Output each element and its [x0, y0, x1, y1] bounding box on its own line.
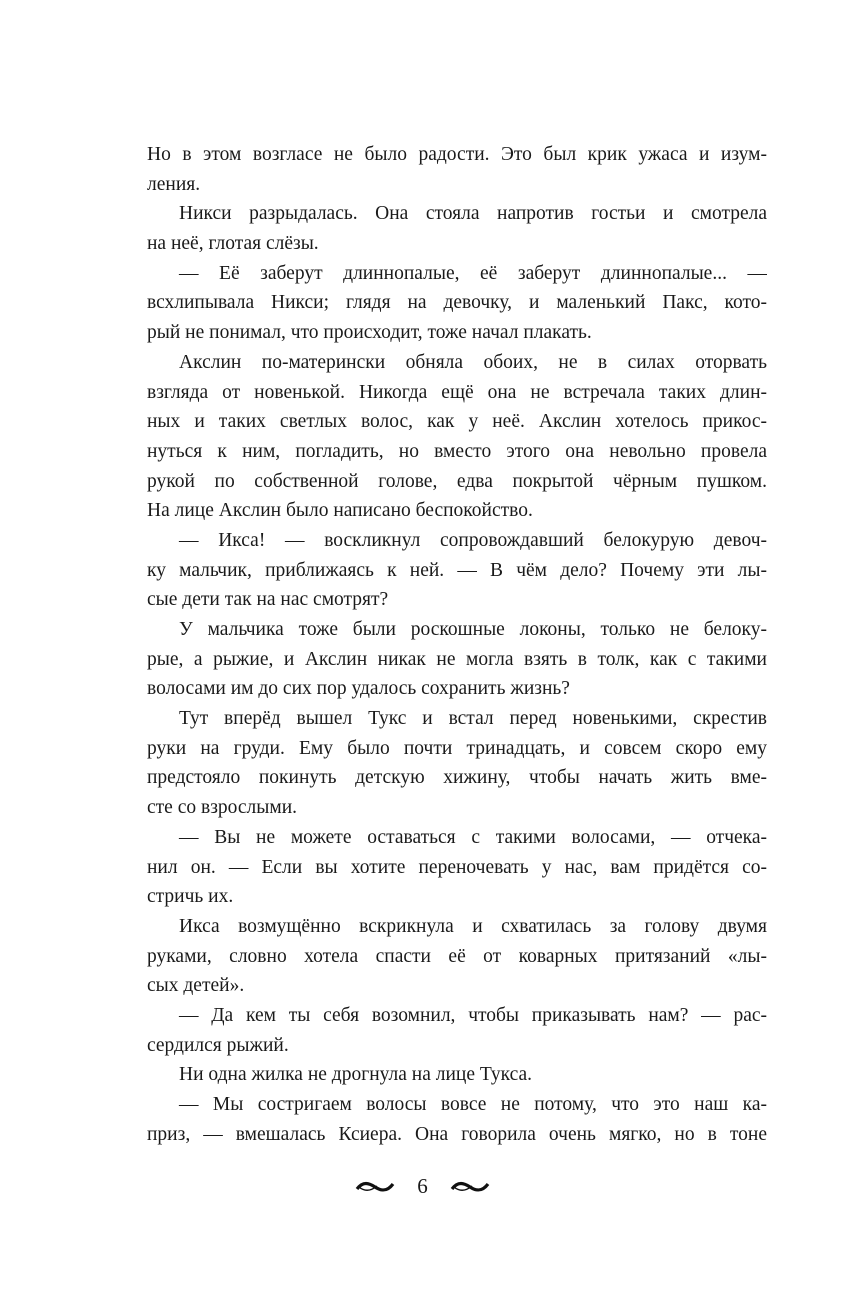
paragraph: [147, 348, 767, 526]
text-line: У мальчика тоже были роскошные локоны, только не белоку-: [179, 619, 767, 640]
text-line: стричь их.: [147, 886, 234, 908]
paragraph: [147, 1001, 767, 1060]
paragraph: [147, 1060, 767, 1090]
text-line: Ни одна жилка не дрогнула на лице Тукса.: [179, 1064, 532, 1086]
paragraph: [147, 615, 767, 704]
text-line: взгляда от новенькой. Никогда ещё она не встречала таких длин-: [147, 381, 767, 403]
text-line: Но в этом возгласе не было радости. Это был крик ужаса и изум-: [147, 144, 767, 165]
text-line: На лице Акслин было написано беспокойство.: [147, 500, 533, 522]
text-line: волосами им до сих пор удалось сохранить жизнь?: [147, 678, 570, 700]
paragraph: [147, 823, 767, 912]
text-line: предстояло покинуть детскую хижину, чтобы начать жить вме-: [147, 767, 767, 789]
text-line: — Мы состригаем волосы вовсе не потому, что это наш ка-: [179, 1094, 767, 1115]
text-line: руки на груди. Ему было почти тринадцать, и совсем скоро ему: [147, 737, 767, 759]
page-footer: [0, 1174, 845, 1199]
text-line: сые дети так на нас смотрят?: [147, 589, 389, 611]
text-line: — Её заберут длиннопалые, её заберут длиннопалые... —: [179, 262, 767, 284]
paragraph: [147, 526, 767, 615]
paragraph: [147, 259, 767, 348]
text-line: — Да кем ты себя возомнил, чтобы приказывать нам? — рас-: [179, 1004, 767, 1026]
text-line: всхлипывала Никси; глядя на девочку, и маленький Пакс, кото-: [147, 292, 767, 314]
text-line: сых детей».: [147, 975, 245, 997]
text-line: Тут вперёд вышел Тукс и встал перед новенькими, скрестив: [179, 708, 767, 730]
text-line: ных и таких светлых волос, как у неё. Акслин хотелось прикос-: [147, 411, 767, 433]
text-line: Никси разрыдалась. Она стояла напротив гостьи и смотрела: [179, 203, 767, 225]
text-line: — Вы не можете оставаться с такими волосами, — отчека-: [179, 826, 767, 848]
text-line: сте со взрослыми.: [147, 797, 298, 819]
body-text: [147, 140, 767, 1149]
text-line: Икса возмущённо вскрикнула и схватилась за голову двумя: [179, 915, 767, 937]
text-line: сердился рыжий.: [147, 1034, 289, 1056]
paragraph: [147, 912, 767, 1001]
text-line: руками, словно хотела спасти её от коварных притязаний «лы-: [147, 945, 767, 967]
text-line: ку мальчик, приближаясь к ней. — В чём дело? Почему эти лы-: [147, 559, 767, 581]
paragraph: [147, 199, 767, 258]
text-line: на неё, глотая слёзы.: [147, 233, 319, 255]
text-line: приз, — вмешалась Ксиера. Она говорила очень мягко, но в тоне: [147, 1123, 767, 1145]
text-line: ления.: [147, 173, 201, 195]
wave-ornament-icon: [355, 1179, 395, 1195]
wave-ornament-icon: [450, 1179, 490, 1195]
text-line: нуться к ним, погладить, но вместо этого она невольно провела: [147, 440, 767, 462]
text-line: рые, а рыжие, и Акслин никак не могла взять в толк, как с такими: [147, 648, 767, 670]
page-number: 6: [417, 1174, 428, 1198]
paragraph: [147, 140, 767, 199]
paragraph: [147, 704, 767, 823]
text-line: нил он. — Если вы хотите переночевать у нас, вам придётся со-: [147, 856, 767, 878]
text-line: рукой по собственной голове, едва покрытой чёрным пушком.: [147, 470, 767, 492]
text-line: — Икса! — воскликнул сопровождавший белокурую девоч-: [179, 529, 767, 551]
text-line: Акслин по-матерински обняла обоих, не в силах оторвать: [179, 351, 767, 373]
text-line: рый не понимал, что происходит, тоже начал плакать.: [147, 322, 592, 344]
paragraph: [147, 1090, 767, 1149]
